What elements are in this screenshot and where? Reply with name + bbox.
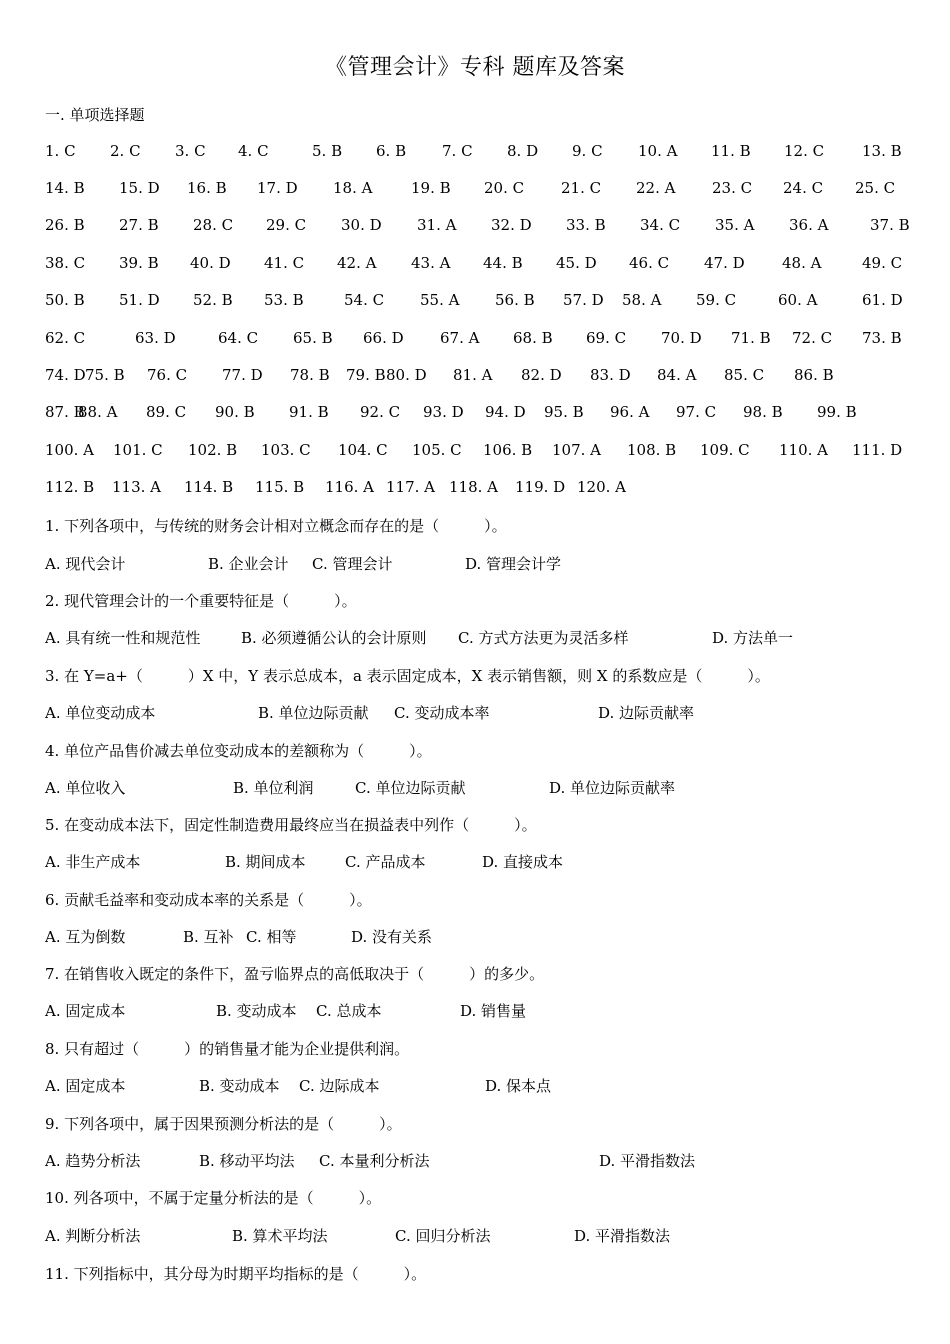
answer-item: 35. A bbox=[715, 216, 755, 234]
answer-row bbox=[0, 441, 903, 461]
answer-item: 15. D bbox=[119, 179, 160, 197]
answer-item: 92. C bbox=[360, 403, 401, 421]
answer-item: 104. C bbox=[338, 441, 388, 459]
question-stem: 7. 在销售收入既定的条件下，盈亏临界点的高低取决于（ ）的多少。 bbox=[45, 965, 545, 983]
answer-item: 85. C bbox=[724, 366, 765, 384]
answer-item: 98. B bbox=[743, 403, 783, 421]
answer-item: 38. C bbox=[45, 254, 86, 272]
answer-item: 100. A bbox=[45, 441, 94, 459]
option-item: C. 回归分析法 bbox=[395, 1227, 491, 1245]
option-item: D. 直接成本 bbox=[482, 853, 564, 871]
question-stem: 10. 列各项中，不属于定量分析法的是（ ）。 bbox=[45, 1189, 382, 1207]
answer-item: 13. B bbox=[862, 142, 902, 160]
question-stem: 6. 贡献毛益率和变动成本率的关系是（ ）。 bbox=[45, 891, 372, 909]
question-stem: 3. 在 Y=a+（ ）X 中，Y 表示总成本，a 表示固定成本，X 表示销售额，则 X 的系数应是（ ）。 bbox=[45, 667, 770, 685]
option-item: D. 平滑指数法 bbox=[599, 1152, 696, 1170]
question-stem: 9. 下列各项中，属于因果预测分析法的是（ ）。 bbox=[45, 1115, 402, 1133]
answer-item: 106. B bbox=[483, 441, 533, 459]
answer-item: 97. C bbox=[676, 403, 717, 421]
answer-item: 49. C bbox=[862, 254, 903, 272]
answer-item: 55. A bbox=[420, 291, 460, 309]
answer-item: 70. D bbox=[661, 329, 702, 347]
answer-item: 95. B bbox=[544, 403, 584, 421]
answer-item: 102. B bbox=[188, 441, 238, 459]
option-item: C. 方式方法更为灵活多样 bbox=[458, 629, 629, 647]
answer-item: 117. A bbox=[386, 478, 435, 496]
answer-item: 22. A bbox=[636, 179, 676, 197]
answer-item: 37. B bbox=[870, 216, 910, 234]
answer-item: 40. D bbox=[190, 254, 231, 272]
answer-item: 18. A bbox=[333, 179, 373, 197]
answer-item: 96. A bbox=[610, 403, 650, 421]
option-item: C. 管理会计 bbox=[312, 555, 393, 573]
answer-item: 34. C bbox=[640, 216, 681, 234]
answer-item: 25. C bbox=[855, 179, 896, 197]
answer-item: 59. C bbox=[696, 291, 737, 309]
answer-row bbox=[0, 179, 896, 199]
answer-item: 53. B bbox=[264, 291, 304, 309]
question-options bbox=[0, 627, 900, 647]
answer-item: 7. C bbox=[442, 142, 473, 160]
answer-item: 51. D bbox=[119, 291, 160, 309]
question-options bbox=[0, 1075, 900, 1095]
answer-item: 71. B bbox=[731, 329, 771, 347]
option-item: B. 变动成本 bbox=[199, 1077, 280, 1095]
answer-item: 66. D bbox=[363, 329, 404, 347]
option-item: D. 没有关系 bbox=[351, 928, 433, 946]
answer-item: 20. C bbox=[484, 179, 525, 197]
option-item: B. 移动平均法 bbox=[199, 1152, 295, 1170]
question-options bbox=[0, 1000, 900, 1020]
option-item: B. 单位利润 bbox=[233, 779, 314, 797]
answer-item: 83. D bbox=[590, 366, 631, 384]
option-item: C. 总成本 bbox=[316, 1002, 382, 1020]
option-item: A. 单位变动成本 bbox=[45, 704, 156, 722]
answer-item: 60. A bbox=[778, 291, 818, 309]
answer-item: 74. D bbox=[45, 366, 86, 384]
answer-item: 3. C bbox=[175, 142, 206, 160]
answer-row bbox=[0, 254, 903, 274]
option-item: B. 算术平均法 bbox=[232, 1227, 328, 1245]
section-heading: 一. 单项选择题 bbox=[45, 106, 145, 124]
question-stem: 11. 下列指标中，其分母为时期平均指标的是（ ）。 bbox=[45, 1265, 427, 1283]
answer-item: 90. B bbox=[215, 403, 255, 421]
answer-item: 111. D bbox=[852, 441, 903, 459]
answer-item: 14. B bbox=[45, 179, 85, 197]
answer-item: 119. D bbox=[515, 478, 566, 496]
answer-item: 31. A bbox=[417, 216, 457, 234]
answer-item: 41. C bbox=[264, 254, 305, 272]
answer-item: 87. B bbox=[45, 403, 85, 421]
answer-item: 30. D bbox=[341, 216, 382, 234]
answer-item: 23. C bbox=[712, 179, 753, 197]
answer-item: 39. B bbox=[119, 254, 159, 272]
answer-item: 1. C bbox=[45, 142, 76, 160]
answer-item: 89. C bbox=[146, 403, 187, 421]
option-item: B. 变动成本 bbox=[216, 1002, 297, 1020]
answer-item: 110. A bbox=[779, 441, 828, 459]
answer-item: 63. D bbox=[135, 329, 176, 347]
answer-item: 27. B bbox=[119, 216, 159, 234]
question-options bbox=[0, 1225, 900, 1245]
answer-item: 56. B bbox=[495, 291, 535, 309]
option-item: A. 趋势分析法 bbox=[45, 1152, 141, 1170]
answer-item: 36. A bbox=[789, 216, 829, 234]
answer-item: 116. A bbox=[325, 478, 374, 496]
answer-item: 112. B bbox=[45, 478, 95, 496]
answer-item: 2. C bbox=[110, 142, 141, 160]
answer-item: 21. C bbox=[561, 179, 602, 197]
answer-item: 45. D bbox=[556, 254, 597, 272]
answer-item: 114. B bbox=[184, 478, 234, 496]
option-item: D. 保本点 bbox=[485, 1077, 552, 1095]
answer-item: 42. A bbox=[337, 254, 377, 272]
answer-item: 93. D bbox=[423, 403, 464, 421]
option-item: A. 单位收入 bbox=[45, 779, 126, 797]
answer-item: 105. C bbox=[412, 441, 462, 459]
option-item: A. 固定成本 bbox=[45, 1002, 126, 1020]
question-options bbox=[0, 777, 900, 797]
answer-item: 120. A bbox=[577, 478, 626, 496]
answer-item: 86. B bbox=[794, 366, 834, 384]
option-item: A. 具有统一性和规范性 bbox=[45, 629, 201, 647]
answer-item: 32. D bbox=[491, 216, 532, 234]
option-item: C. 单位边际贡献 bbox=[355, 779, 466, 797]
answer-item: 88. A bbox=[78, 403, 118, 421]
answer-item: 46. C bbox=[629, 254, 670, 272]
page-title: 《管理会计》专科 题库及答案 bbox=[325, 55, 625, 80]
option-item: D. 管理会计学 bbox=[465, 555, 562, 573]
option-item: C. 边际成本 bbox=[299, 1077, 380, 1095]
answer-item: 54. C bbox=[344, 291, 385, 309]
answer-item: 44. B bbox=[483, 254, 523, 272]
answer-row bbox=[0, 329, 902, 349]
question-options bbox=[0, 702, 900, 722]
answer-item: 65. B bbox=[293, 329, 333, 347]
option-item: B. 必须遵循公认的会计原则 bbox=[241, 629, 427, 647]
answer-item: 62. C bbox=[45, 329, 86, 347]
option-item: B. 单位边际贡献 bbox=[258, 704, 369, 722]
answer-item: 115. B bbox=[255, 478, 305, 496]
question-options bbox=[0, 553, 900, 573]
answer-item: 94. D bbox=[485, 403, 526, 421]
answer-item: 82. D bbox=[521, 366, 562, 384]
question-stem: 5. 在变动成本法下，固定性制造费用最终应当在损益表中列作（ ）。 bbox=[45, 816, 537, 834]
answer-item: 103. C bbox=[261, 441, 311, 459]
answer-row bbox=[0, 291, 903, 311]
answer-item: 76. C bbox=[147, 366, 188, 384]
answer-item: 61. D bbox=[862, 291, 903, 309]
answer-item: 48. A bbox=[782, 254, 822, 272]
answer-item: 28. C bbox=[193, 216, 234, 234]
answer-item: 5. B bbox=[312, 142, 343, 160]
answer-item: 17. D bbox=[257, 179, 298, 197]
answer-row bbox=[0, 366, 860, 386]
option-item: D. 销售量 bbox=[460, 1002, 527, 1020]
answer-item: 72. C bbox=[792, 329, 833, 347]
option-item: A. 现代会计 bbox=[45, 555, 126, 573]
option-item: C. 产品成本 bbox=[345, 853, 426, 871]
answer-item: 16. B bbox=[187, 179, 227, 197]
answer-item: 12. C bbox=[784, 142, 825, 160]
answer-row bbox=[0, 142, 902, 162]
answer-item: 58. A bbox=[622, 291, 662, 309]
answer-item: 11. B bbox=[711, 142, 751, 160]
answer-item: 81. A bbox=[453, 366, 493, 384]
answer-item: 109. C bbox=[700, 441, 750, 459]
answer-item: 8. D bbox=[507, 142, 539, 160]
answer-item: 64. C bbox=[218, 329, 259, 347]
answer-item: 4. C bbox=[238, 142, 269, 160]
answer-item: 33. B bbox=[566, 216, 606, 234]
answer-item: 107. A bbox=[552, 441, 601, 459]
question-options bbox=[0, 926, 900, 946]
answer-item: 50. B bbox=[45, 291, 85, 309]
option-item: A. 判断分析法 bbox=[45, 1227, 141, 1245]
answer-item: 84. A bbox=[657, 366, 697, 384]
answer-item: 69. C bbox=[586, 329, 627, 347]
question-stem: 8. 只有超过（ ）的销售量才能为企业提供利润。 bbox=[45, 1040, 410, 1058]
option-item: D. 平滑指数法 bbox=[574, 1227, 671, 1245]
question-stem: 4. 单位产品售价减去单位变动成本的差额称为（ ）。 bbox=[45, 742, 432, 760]
answer-item: 108. B bbox=[627, 441, 677, 459]
answer-row bbox=[0, 216, 910, 236]
question-options bbox=[0, 1150, 900, 1170]
option-item: D. 边际贡献率 bbox=[598, 704, 695, 722]
answer-item: 75. B bbox=[85, 366, 125, 384]
answer-item: 80. D bbox=[386, 366, 427, 384]
answer-row bbox=[0, 403, 860, 423]
answer-item: 77. D bbox=[222, 366, 263, 384]
answer-item: 79. B bbox=[346, 366, 386, 384]
answer-item: 118. A bbox=[449, 478, 498, 496]
option-item: C. 相等 bbox=[246, 928, 297, 946]
question-stem: 1. 下列各项中，与传统的财务会计相对立概念而存在的是（ ）。 bbox=[45, 517, 507, 535]
answer-item: 26. B bbox=[45, 216, 85, 234]
option-item: D. 单位边际贡献率 bbox=[549, 779, 676, 797]
answer-item: 6. B bbox=[376, 142, 407, 160]
answer-item: 43. A bbox=[411, 254, 451, 272]
answer-item: 24. C bbox=[783, 179, 824, 197]
option-item: B. 互补 bbox=[183, 928, 234, 946]
answer-item: 99. B bbox=[817, 403, 857, 421]
option-item: B. 企业会计 bbox=[208, 555, 289, 573]
answer-item: 10. A bbox=[638, 142, 678, 160]
answer-item: 29. C bbox=[266, 216, 307, 234]
answer-item: 57. D bbox=[563, 291, 604, 309]
answer-item: 101. C bbox=[113, 441, 163, 459]
answer-row bbox=[0, 478, 860, 498]
option-item: D. 方法单一 bbox=[712, 629, 794, 647]
answer-item: 73. B bbox=[862, 329, 902, 347]
answer-item: 47. D bbox=[704, 254, 745, 272]
option-item: A. 固定成本 bbox=[45, 1077, 126, 1095]
option-item: B. 期间成本 bbox=[225, 853, 306, 871]
answer-item: 68. B bbox=[513, 329, 553, 347]
answer-item: 67. A bbox=[440, 329, 480, 347]
answer-item: 91. B bbox=[289, 403, 329, 421]
answer-item: 52. B bbox=[193, 291, 233, 309]
answer-item: 19. B bbox=[411, 179, 451, 197]
option-item: C. 变动成本率 bbox=[394, 704, 490, 722]
answer-item: 9. C bbox=[572, 142, 603, 160]
question-options bbox=[0, 851, 900, 871]
option-item: A. 互为倒数 bbox=[45, 928, 126, 946]
option-item: A. 非生产成本 bbox=[45, 853, 141, 871]
answer-item: 113. A bbox=[112, 478, 161, 496]
answer-item: 78. B bbox=[290, 366, 330, 384]
option-item: C. 本量利分析法 bbox=[319, 1152, 430, 1170]
question-stem: 2. 现代管理会计的一个重要特征是（ ）。 bbox=[45, 592, 357, 610]
